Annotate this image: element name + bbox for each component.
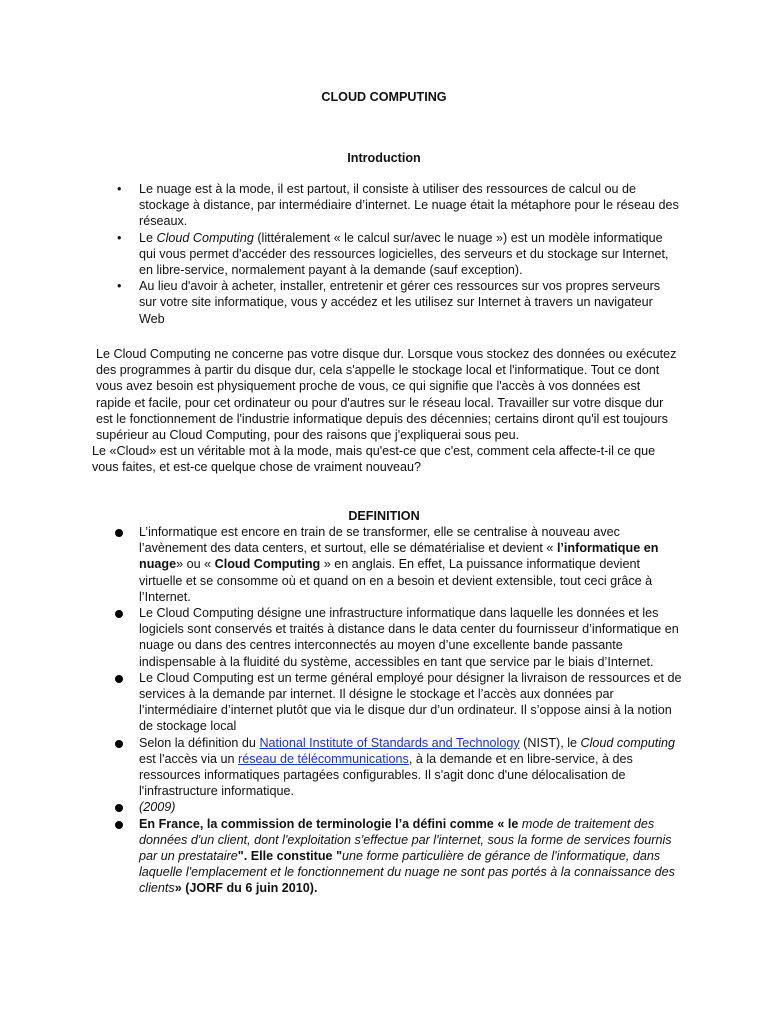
definition-list [0, 524, 768, 897]
list-item-text: Le Cloud Computing (littéralement « le calcul sur/avec le nuage ») est un modèle informatique qui vous permet d'accéder des ressources logicielles, des serveurs et du stockage sur Internet, en libre-service, normalement payant à la demande (sauf exception). [139, 230, 669, 278]
introduction-list [0, 181, 768, 327]
list-item [0, 735, 684, 800]
list-item [0, 181, 679, 230]
list-item-text: En France, la commission de terminologie l’a défini comme « le mode de traitement des données d'un client, dont l'exploitation s'effectue par l'internet, sous la forme de services fournis par un prestataire". Elle constitue "une forme particulière de gérance de l'informatique, dans laquelle l'emplacement et le fonctionnement du nuage ne sont pas portés à la connaissance des clients» (JORF du 6 juin 2010). [139, 816, 675, 896]
bullet-icon: • [117, 182, 122, 196]
bullet-icon [115, 610, 123, 618]
bullet-icon [115, 804, 123, 812]
paragraph-text: Le Cloud Computing ne concerne pas votre disque dur. Lorsque vous stockez des données ou exécutez des programmes à partir du disque dur, cela s'appelle le stockage local et l'informatique. Tout ce dont vous avez besoin est physiquement proche de vous, ce qui signifie que l'accès à vos données est rapide et facile, pour cet ordinateur ou pour d'autres sur le réseau local. Travailler sur votre disque dur est le fonctionnement de l'industrie informatique depuis des décennies; certains diront qu'il est toujours supérieur au Cloud Computing, pour des raisons que j'expliquerai sous peu. [96, 347, 677, 443]
list-item [0, 524, 684, 605]
document-title: CLOUD COMPUTING [321, 90, 447, 104]
list-item-text: L’informatique est encore en train de se transformer, elle se centralise à nouveau avec l’avènement des data centers, et surtout, elle se dématérialise et devient « l’informatique en nuage» ou « Cloud Computing » en anglais. En effet, La puissance informatique devient virtuelle et se consomme où et quand on en a besoin et devient extensible, tout ceci grâce à l’Internet. [139, 525, 659, 604]
bullet-icon [115, 675, 123, 683]
list-item-text: (2009) [139, 800, 176, 815]
introduction-heading: Introduction [347, 151, 421, 165]
list-item-text: Au lieu d'avoir à acheter, installer, entretenir et gérer ces ressources sur vos propres serveurs sur votre site informatique, vous y accédez et les utilisez sur Internet à travers un navigateur Web [139, 279, 661, 326]
list-item-text: Le Cloud Computing est un terme général employé pour désigner la livraison de ressources et de services à la demande par internet. Il désigne le stockage et l’accès aux données par l’intermédiaire d’internet plutôt que via le disque dur d’un ordinateur. Il s’oppose ainsi à la notion de stockage local [139, 670, 682, 734]
list-item [0, 670, 684, 735]
list-item [0, 278, 679, 327]
definition-heading: DEFINITION [348, 509, 420, 523]
list-item-text: Le nuage est à la mode, il est partout, il consiste à utiliser des ressources de calcul ou de stockage à distance, par intermédiaire d’internet. Le nuage était la métaphore pour le réseau des réseaux. [139, 182, 679, 229]
bullet-icon: • [117, 230, 122, 245]
body-paragraph [92, 346, 677, 476]
list-item [0, 799, 684, 815]
paragraph-text: Le «Cloud» est un véritable mot à la mode, mais qu'est-ce que c'est, comment cela affecte-t-il ce que vous faites, et est-ce quelque chose de vraiment nouveau? [92, 444, 656, 475]
list-item-text: Le Cloud Computing désigne une infrastructure informatique dans laquelle les données et les logiciels sont conservés et traités à distance dans le data center du fournisseur d’informatique en nuage ou dans des centres interconnectés au moyen d’une excellente bande passante indispensable à la fluidité du système, accessibles en tant que service par le biais d’Internet. [139, 606, 679, 669]
bullet-icon [115, 821, 123, 829]
nist-link[interactable]: National Institute of Standards and Technology [259, 735, 520, 750]
list-item [0, 816, 684, 897]
telecom-network-link[interactable]: réseau de télécommunications [238, 751, 409, 766]
list-item [0, 605, 684, 670]
list-item [0, 230, 679, 279]
bullet-icon: • [117, 279, 122, 294]
bullet-icon [115, 529, 123, 537]
bullet-icon [115, 740, 123, 748]
list-item-text: Selon la définition du National Institute of Standards and Technology (NIST), le Cloud computing est l'accès via un réseau de télécommunications, à la demande et en libre-service, à des ressources informatiques partagées configurables. Il s'agit donc d'une délocalisation de l'infrastructure informatique. [139, 735, 676, 799]
